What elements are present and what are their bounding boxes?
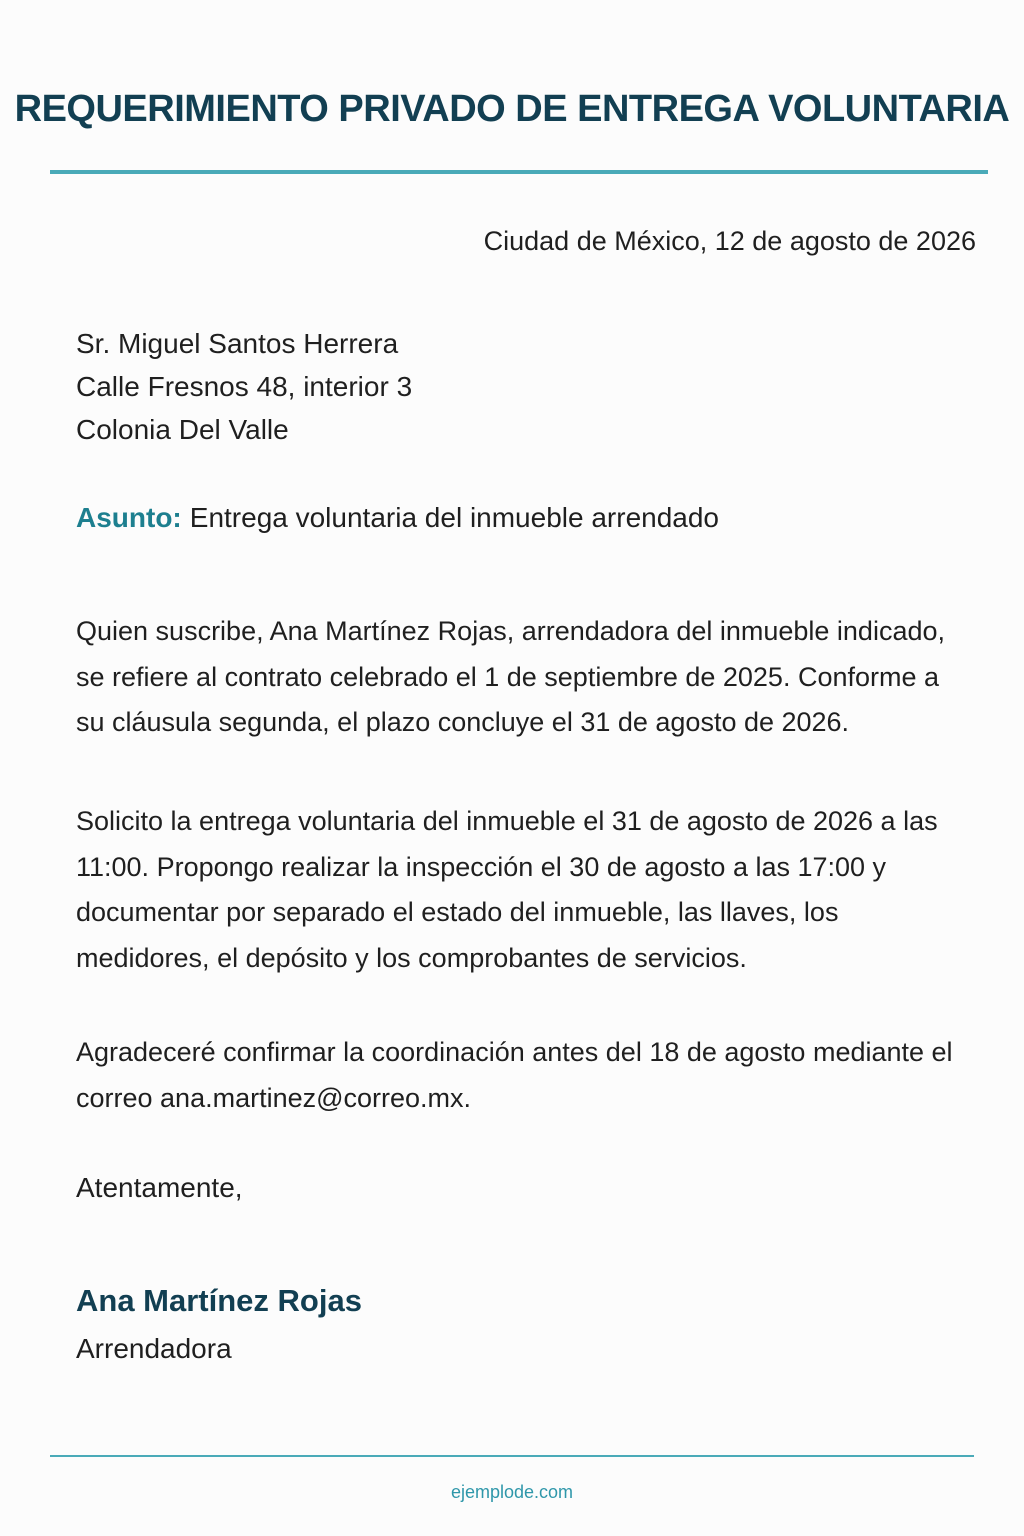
recipient-name: Sr. Miguel Santos Herrera bbox=[76, 328, 399, 359]
subject-text: Entrega voluntaria del inmueble arrendado bbox=[189, 502, 720, 533]
signer-name: Ana Martínez Rojas bbox=[76, 1283, 362, 1318]
closing: Atentamente, bbox=[76, 1172, 243, 1203]
subject-line bbox=[76, 502, 719, 534]
footer-site: ejemplode.com bbox=[450, 1482, 574, 1502]
signer-role: Arrendadora bbox=[76, 1333, 232, 1364]
body-paragraph-3: Agradeceré confirmar la coordinación antes del 18 de agosto mediante el correo ana.martinez@correo.mx. bbox=[76, 1037, 953, 1113]
recipient-block bbox=[76, 322, 412, 451]
title-divider bbox=[50, 170, 988, 174]
body-paragraph-1: Quien suscribe, Ana Martínez Rojas, arrendadora del inmueble indicado, se refiere al contrato celebrado el 1 de septiembre de 2025. Conforme a su cláusula segunda, el plazo concluye el 31 de agosto de 2026. bbox=[76, 616, 945, 737]
place-date: Ciudad de México, 12 de agosto de 2026 bbox=[483, 226, 976, 256]
subject-label: Asunto: bbox=[76, 502, 182, 533]
body-paragraph-2: Solicito la entrega voluntaria del inmueble el 31 de agosto de 2026 a las 11:00. Propongo realizar la inspección el 30 de agosto a las 17:00 y documentar por separado el estado del inmueble, las llaves, los medidores, el depósito y los comprobantes de servicios. bbox=[76, 806, 938, 973]
footer-divider bbox=[50, 1455, 974, 1457]
document-title: REQUERIMIENTO PRIVADO DE ENTREGA VOLUNTARIA bbox=[14, 88, 1010, 130]
recipient-address-line1: Calle Fresnos 48, interior 3 bbox=[76, 371, 413, 402]
recipient-address-line2: Colonia Del Valle bbox=[76, 414, 289, 445]
